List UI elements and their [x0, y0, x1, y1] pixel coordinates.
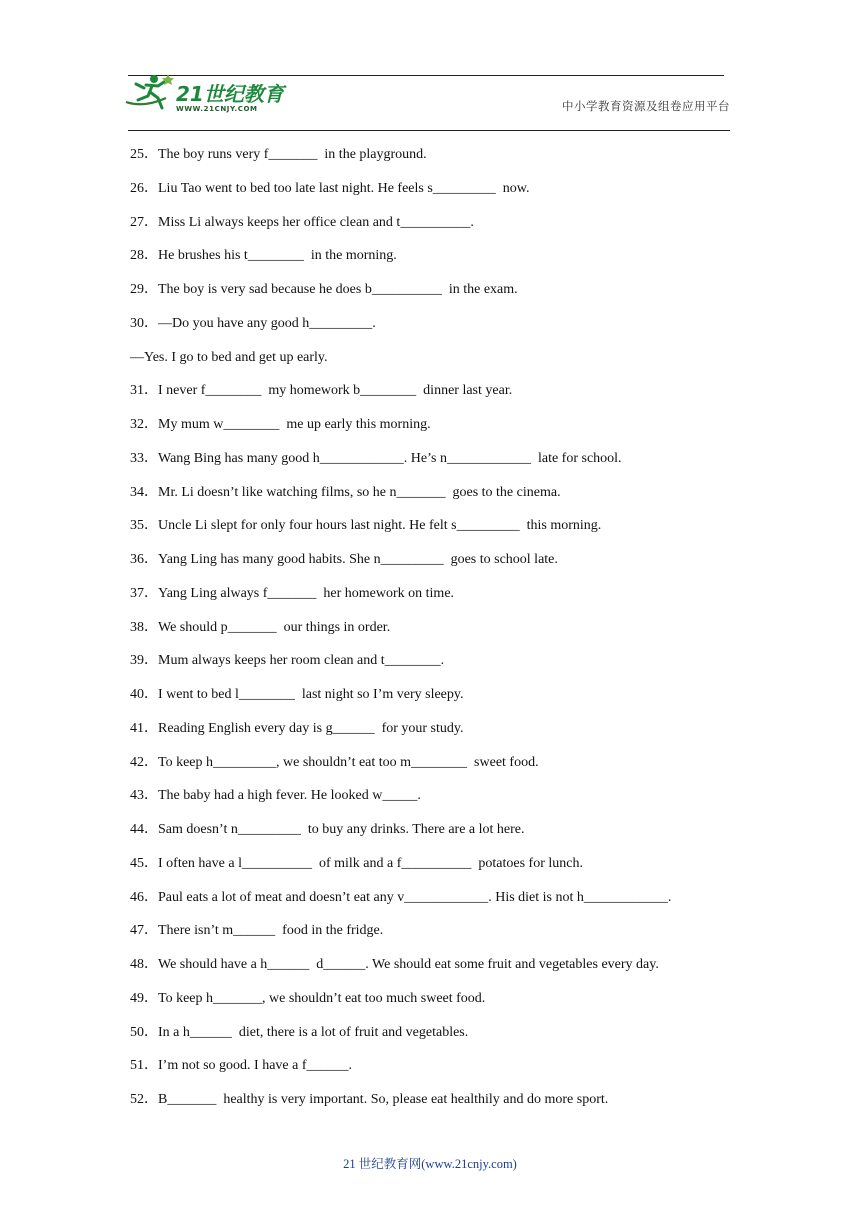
question-46: 46．Paul eats a lot of meat and doesn’t eat any v____________. His diet is not h____________. [130, 889, 672, 905]
question-51: 51．I’m not so good. I have a f______. [130, 1058, 353, 1074]
question-29: 29．The boy is very sad because he does b__________ in the exam. [130, 282, 518, 297]
question-44: 44．Sam doesn’t n_________ to buy any drinks. There are a lot here. [130, 822, 525, 837]
question-41: 41．Reading English every day is g______ for your study. [130, 720, 464, 736]
question-36: 36．Yang Ling has many good habits. She n_________ goes to school late. [130, 552, 558, 567]
question-26: 26．Liu Tao went to bed too late last night. He feels s_________ now. [130, 180, 530, 196]
question-39: 39．Mum always keeps her room clean and t________. [130, 653, 445, 669]
question-42: 42．To keep h_________, we shouldn’t eat too m________ sweet food. [130, 754, 539, 770]
question-50: 50．In a h______ diet, there is a lot of fruit and vegetables. [130, 1024, 469, 1040]
logo [124, 72, 294, 114]
question-45: 45．I often have a l__________ of milk and a f__________ potatoes for lunch. [130, 855, 583, 871]
question-32: 32．My mum w________ me up early this morning. [130, 417, 431, 432]
question-40: 40．I went to bed l________ last night so I’m very sleepy. [130, 687, 464, 702]
logo-icon [124, 72, 294, 114]
header-bottom-rule [128, 130, 730, 131]
question-28: 28．He brushes his t________ in the morning. [130, 248, 397, 264]
question-30: 30．—Do you have any good h_________. [130, 315, 376, 331]
svg-text:21世纪教育: 21世纪教育 [176, 82, 284, 106]
question-30-answer: —Yes. I go to bed and get up early. [130, 349, 328, 365]
question-49: 49．To keep h_______, we shouldn’t eat too much sweet food. [130, 990, 486, 1006]
question-25: 25．The boy runs very f_______ in the playground. [130, 147, 427, 162]
question-37: 37．Yang Ling always f_______ her homework on time. [130, 585, 455, 601]
question-31: 31．I never f________ my homework b________ dinner last year. [130, 383, 513, 399]
question-43: 43．The baby had a high fever. He looked w_____. [130, 788, 421, 804]
question-38: 38．We should p_______ our things in order. [130, 619, 391, 635]
question-52: 52．B_______ healthy is very important. So, please eat healthily and do more sport. [130, 1092, 609, 1107]
question-34: 34．Mr. Li doesn’t like watching films, so he n_______ goes to the cinema. [130, 484, 561, 500]
question-47: 47．There isn’t m______ food in the fridge. [130, 923, 384, 939]
question-list [130, 138, 730, 1117]
question-35: 35．Uncle Li slept for only four hours last night. He felt s_________ this morning. [130, 518, 602, 534]
svg-text:WWW.21CNJY.COM: WWW.21CNJY.COM [176, 105, 258, 113]
footer-text: 21 世纪教育网(www.21cnjy.com) [343, 1157, 517, 1171]
question-48: 48．We should have a h______ d______. We should eat some fruit and vegetables every day. [130, 957, 659, 972]
question-27: 27．Miss Li always keeps her office clean and t__________. [130, 214, 474, 230]
header-platform-text: 中小学教育资源及组卷应用平台 [562, 99, 730, 113]
question-33: 33．Wang Bing has many good h____________. He’s n____________ late for school. [130, 450, 622, 466]
